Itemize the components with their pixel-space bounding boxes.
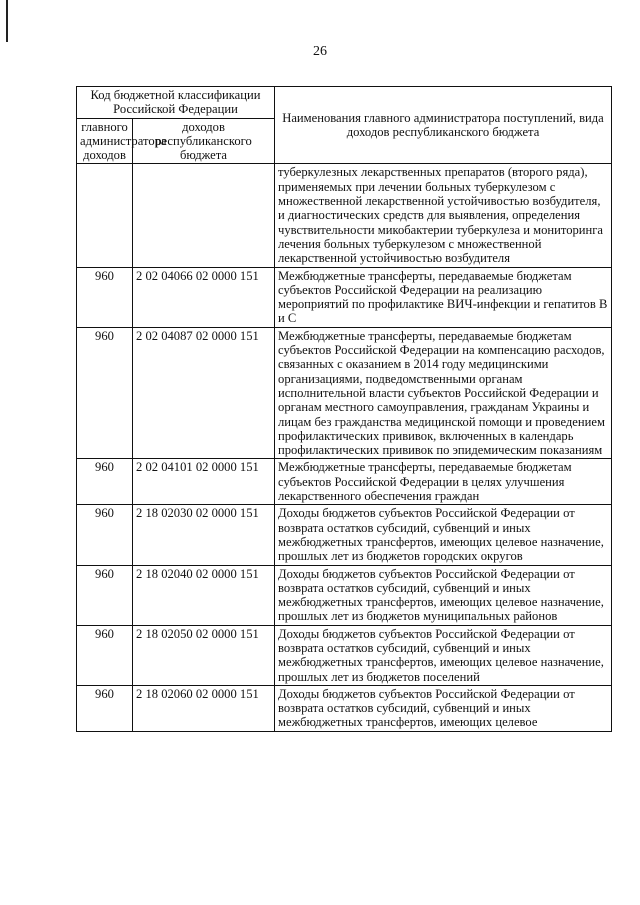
table-row (77, 267, 612, 327)
admin-code-cell: 960 (77, 625, 133, 685)
admin-code-cell (77, 164, 133, 267)
revenue-name-cell: Доходы бюджетов субъектов Российской Федерации от возврата остатков субсидий, субвенций и иных межбюджетных трансфертов, имеющих целевое (275, 685, 612, 731)
revenue-code-cell: 2 18 02060 02 0000 151 (133, 685, 275, 731)
admin-code-cell: 960 (77, 565, 133, 625)
revenue-name-cell: Доходы бюджетов субъектов Российской Федерации от возврата остатков субсидий, субвенций и иных межбюджетных трансфертов, имеющих целевое назначение, прошлых лет из бюджетов поселений (275, 625, 612, 685)
revenue-name-cell: Межбюджетные трансферты, передаваемые бюджетам субъектов Российской Федерации на реализацию мероприятий по профилактике ВИЧ-инфекции и гепатитов В и С (275, 267, 612, 327)
admin-code-cell: 960 (77, 459, 133, 505)
table-row (77, 685, 612, 731)
revenue-code-cell: 2 02 04066 02 0000 151 (133, 267, 275, 327)
table-row (77, 625, 612, 685)
revenue-name-cell: Межбюджетные трансферты, передаваемые бюджетам субъектов Российской Федерации на компенсацию расходов, связанных с оказанием в 2014 году медицинскими организациями, подведомственными органам исполнительной власти субъектов Российской Федерации и органам местного самоуправления, гражданам Украины и лицам без гражданства медицинской помощи и проведением профилактических прививок, включенных в календарь профилактических прививок по эпидемическим показаниям (275, 327, 612, 459)
admin-code-cell: 960 (77, 505, 133, 565)
revenue-name-cell: Доходы бюджетов субъектов Российской Федерации от возврата остатков субсидий, субвенций и иных межбюджетных трансфертов, имеющих целевое назначение, прошлых лет из бюджетов городских округов (275, 505, 612, 565)
revenue-code-cell: 2 18 02040 02 0000 151 (133, 565, 275, 625)
header-classification-code: Код бюджетной классификации Российской Федерации (77, 87, 275, 119)
header-name-column: Наименования главного администратора поступлений, вида доходов республиканского бюджета (275, 87, 612, 164)
revenue-name-cell: Доходы бюджетов субъектов Российской Федерации от возврата остатков субсидий, субвенций и иных межбюджетных трансфертов, имеющих целевое назначение, прошлых лет из бюджетов муниципальных районов (275, 565, 612, 625)
admin-code-cell: 960 (77, 327, 133, 459)
admin-code-cell: 960 (77, 267, 133, 327)
admin-code-cell: 960 (77, 685, 133, 731)
revenue-code-cell: 2 18 02030 02 0000 151 (133, 505, 275, 565)
header-row-top (77, 87, 612, 119)
revenue-code-cell (133, 164, 275, 267)
header-revenue-column: доходов республиканского бюджета (133, 118, 275, 164)
revenue-code-cell: 2 02 04087 02 0000 151 (133, 327, 275, 459)
revenue-name-cell: туберкулезных лекарственных препаратов (второго ряда), применяемых при лечении больных туберкулезом с множественной лекарственной устойчивостью возбудителя, и диагностических средств для выявления, определения чувствительности микобактерии туберкулеза и мониторинга лечения больных туберкулезом с множественной лекарственной устойчивостью возбудителя (275, 164, 612, 267)
table-row (77, 327, 612, 459)
header-admin-column: главного администратора доходов (77, 118, 133, 164)
table-row (77, 459, 612, 505)
revenue-code-cell: 2 18 02050 02 0000 151 (133, 625, 275, 685)
revenue-name-cell: Межбюджетные трансферты, передаваемые бюджетам субъектов Российской Федерации в целях улучшения лекарственного обеспечения граждан (275, 459, 612, 505)
budget-classification-table (76, 86, 612, 732)
table-row (77, 164, 612, 267)
table-row (77, 565, 612, 625)
table-row (77, 505, 612, 565)
page-number: 26 (313, 44, 327, 59)
margin-mark (6, 0, 8, 42)
revenue-code-cell: 2 02 04101 02 0000 151 (133, 459, 275, 505)
